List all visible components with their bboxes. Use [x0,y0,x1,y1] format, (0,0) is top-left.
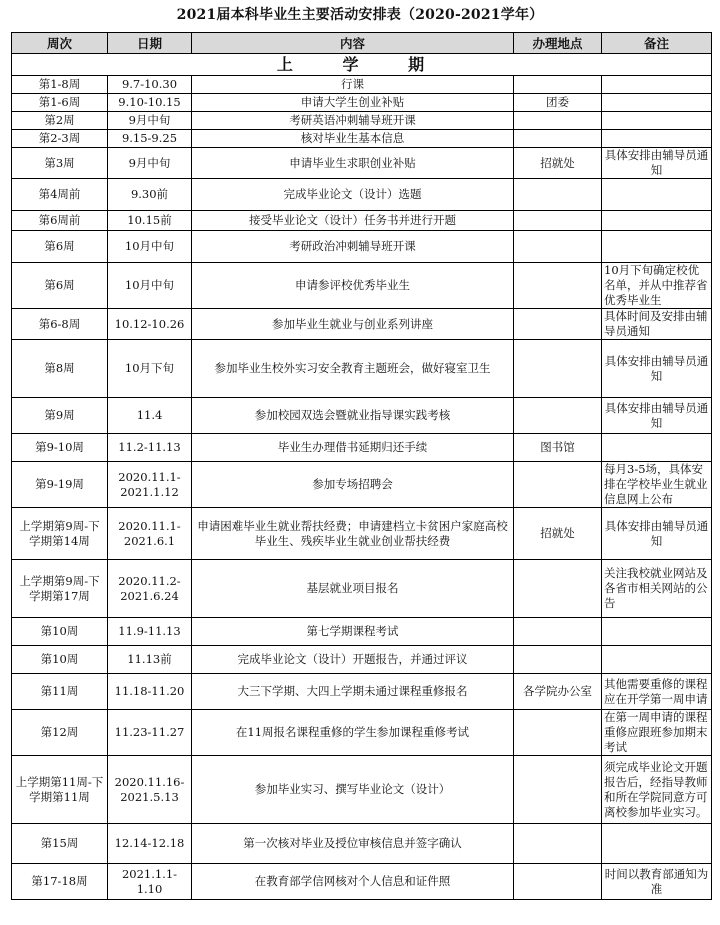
note-cell [602,646,712,674]
week-cell: 第6周 [12,231,108,263]
place-cell [514,179,602,211]
week-cell: 第9-19周 [12,462,108,508]
header-place: 办理地点 [514,33,602,54]
date-cell: 9月中旬 [108,112,192,130]
note-cell: 关注我校就业网站及各省市相关网站的公告 [602,560,712,618]
header-week: 周次 [12,33,108,54]
content-cell: 参加毕业生校外实习安全教育主题班会，做好寝室卫生 [192,340,514,398]
content-cell: 参加校园双选会暨就业指导课实践考核 [192,398,514,434]
week-cell: 第9-10周 [12,434,108,462]
table-row [12,618,712,646]
semester-row [12,54,712,76]
content-cell: 参加专场招聘会 [192,462,514,508]
week-cell: 第12周 [12,710,108,756]
week-cell: 第2周 [12,112,108,130]
note-cell [602,618,712,646]
place-cell: 招就处 [514,508,602,560]
week-cell: 上学期第9周-下学期第17周 [12,560,108,618]
note-cell: 具体安排由辅导员通知 [602,398,712,434]
week-cell: 第6周 [12,263,108,309]
date-cell: 10月中旬 [108,263,192,309]
place-cell: 招就处 [514,148,602,179]
week-cell: 第15周 [12,824,108,864]
table-row [12,309,712,340]
table-row [12,434,712,462]
note-cell [602,231,712,263]
header-row [12,33,712,54]
date-cell: 12.14-12.18 [108,824,192,864]
content-cell: 完成毕业论文（设计）开题报告，并通过评议 [192,646,514,674]
week-cell: 第1-6周 [12,94,108,112]
note-cell [602,94,712,112]
table-row [12,824,712,864]
content-cell: 申请大学生创业补贴 [192,94,514,112]
content-cell: 参加毕业实习、撰写毕业论文（设计） [192,756,514,824]
week-cell: 第2-3周 [12,130,108,148]
note-cell: 具体安排由辅导员通知 [602,148,712,179]
place-cell: 各学院办公室 [514,674,602,710]
table-row [12,756,712,824]
note-cell [602,824,712,864]
content-cell: 核对毕业生基本信息 [192,130,514,148]
place-cell [514,263,602,309]
date-cell: 9月中旬 [108,148,192,179]
note-cell [602,434,712,462]
date-cell: 9.7-10.30 [108,76,192,94]
place-cell [514,756,602,824]
table-row [12,560,712,618]
note-cell [602,76,712,94]
date-cell: 11.23-11.27 [108,710,192,756]
content-cell: 毕业生办理借书延期归还手续 [192,434,514,462]
content-cell: 第一次核对毕业及授位审核信息并签字确认 [192,824,514,864]
week-cell: 第8周 [12,340,108,398]
content-cell: 完成毕业论文（设计）选题 [192,179,514,211]
note-cell: 10月下旬确定校优名单，并从中推荐省优秀毕业生 [602,263,712,309]
week-cell: 第10周 [12,618,108,646]
place-cell [514,710,602,756]
date-cell: 2021.1.1-1.10 [108,864,192,900]
week-cell: 第3周 [12,148,108,179]
date-cell: 11.2-11.13 [108,434,192,462]
week-cell: 第11周 [12,674,108,710]
page-title: 2021届本科毕业生主要活动安排表（2020-2021学年） [176,7,544,23]
table-row [12,263,712,309]
week-cell: 第9周 [12,398,108,434]
week-cell: 第6周前 [12,211,108,231]
header-note: 备注 [602,33,712,54]
place-cell [514,130,602,148]
note-cell: 时间以教育部通知为准 [602,864,712,900]
content-cell: 参加毕业生就业与创业系列讲座 [192,309,514,340]
date-cell: 2020.11.16-2021.5.13 [108,756,192,824]
note-cell [602,211,712,231]
table-row [12,508,712,560]
content-cell: 考研英语冲刺辅导班开课 [192,112,514,130]
note-cell: 每月3-5场，具体安排在学校毕业生就业信息网上公布 [602,462,712,508]
place-cell [514,76,602,94]
table-row [12,398,712,434]
table-row [12,462,712,508]
note-cell [602,130,712,148]
table-row [12,76,712,94]
table-row [12,179,712,211]
note-cell: 须完成毕业论文开题报告后，经指导教师和所在学院同意方可离校参加毕业实习。 [602,756,712,824]
content-cell: 在教育部学信网核对个人信息和证件照 [192,864,514,900]
content-cell: 行课 [192,76,514,94]
place-cell [514,112,602,130]
table-row [12,864,712,900]
note-cell [602,112,712,130]
date-cell: 2020.11.2-2021.6.24 [108,560,192,618]
table-row [12,112,712,130]
content-cell: 基层就业项目报名 [192,560,514,618]
note-cell: 在第一周申请的课程重修应跟班参加期末考试 [602,710,712,756]
table-row [12,646,712,674]
place-cell [514,309,602,340]
table-row [12,94,712,112]
table-row [12,674,712,710]
place-cell [514,398,602,434]
date-cell: 11.13前 [108,646,192,674]
week-cell: 第1-8周 [12,76,108,94]
content-cell: 申请参评校优秀毕业生 [192,263,514,309]
date-cell: 9.30前 [108,179,192,211]
place-cell [514,618,602,646]
date-cell: 11.4 [108,398,192,434]
date-cell: 10.15前 [108,211,192,231]
note-cell [602,179,712,211]
week-cell: 上学期第11周-下学期第11周 [12,756,108,824]
place-cell [514,560,602,618]
content-cell: 考研政治冲刺辅导班开课 [192,231,514,263]
content-cell: 大三下学期、大四上学期未通过课程重修报名 [192,674,514,710]
note-cell: 具体安排由辅导员通知 [602,340,712,398]
content-cell: 接受毕业论文（设计）任务书并进行开题 [192,211,514,231]
week-cell: 第4周前 [12,179,108,211]
date-cell: 9.10-10.15 [108,94,192,112]
place-cell [514,211,602,231]
date-cell: 2020.11.1-2021.1.12 [108,462,192,508]
table-row [12,211,712,231]
note-cell: 具体安排由辅导员通知 [602,508,712,560]
header-date: 日期 [108,33,192,54]
schedule-table [11,32,712,900]
date-cell: 9.15-9.25 [108,130,192,148]
note-cell: 其他需要重修的课程应在开学第一周申请 [602,674,712,710]
week-cell: 上学期第9周-下学期第14周 [12,508,108,560]
table-row [12,710,712,756]
date-cell: 2020.11.1-2021.6.1 [108,508,192,560]
table-row [12,340,712,398]
date-cell: 10月中旬 [108,231,192,263]
place-cell [514,231,602,263]
table-row [12,148,712,179]
header-content: 内容 [192,33,514,54]
week-cell: 第6-8周 [12,309,108,340]
content-cell: 在11周报名课程重修的学生参加课程重修考试 [192,710,514,756]
content-cell: 申请困难毕业生就业帮扶经费；申请建档立卡贫困户家庭高校毕业生、残疾毕业生就业创业帮扶经费 [192,508,514,560]
content-cell: 申请毕业生求职创业补贴 [192,148,514,179]
date-cell: 11.18-11.20 [108,674,192,710]
place-cell: 团委 [514,94,602,112]
place-cell: 图书馆 [514,434,602,462]
week-cell: 第10周 [12,646,108,674]
table-row [12,231,712,263]
place-cell [514,824,602,864]
content-cell: 第七学期课程考试 [192,618,514,646]
date-cell: 11.9-11.13 [108,618,192,646]
date-cell: 10月下旬 [108,340,192,398]
place-cell [514,864,602,900]
table-row [12,130,712,148]
place-cell [514,462,602,508]
week-cell: 第17-18周 [12,864,108,900]
date-cell: 10.12-10.26 [108,309,192,340]
semester-label: 上 学 期 [12,54,712,76]
place-cell [514,340,602,398]
place-cell [514,646,602,674]
note-cell: 具体时间及安排由辅导员通知 [602,309,712,340]
